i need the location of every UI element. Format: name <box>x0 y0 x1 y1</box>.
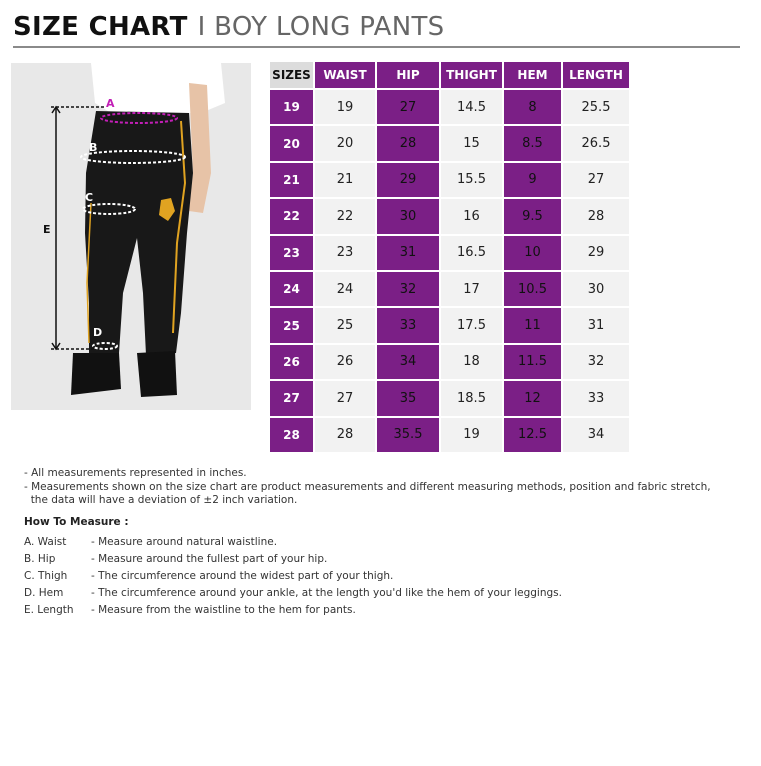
header-hip: HIP <box>377 62 439 88</box>
cell-waist: 19 <box>315 90 375 124</box>
measure-hem <box>24 584 562 601</box>
cell-hip: 33 <box>377 308 439 342</box>
how-to-measure-list <box>24 533 562 618</box>
cell-hem: 10.5 <box>504 272 561 306</box>
label-c: C <box>85 191 94 204</box>
cell-hip: 28 <box>377 126 439 160</box>
cell-hip: 35 <box>377 381 439 415</box>
cell-thigh: 15 <box>441 126 502 160</box>
cell-size: 26 <box>270 345 313 379</box>
cell-thigh: 14.5 <box>441 90 502 124</box>
cell-length: 25.5 <box>563 90 629 124</box>
cell-thigh: 16.5 <box>441 236 502 270</box>
header-sizes: SIZES <box>270 62 313 88</box>
measure-text: - Measure from the waistline to the hem for pants. <box>91 603 356 616</box>
cell-waist: 21 <box>315 163 375 197</box>
cell-hip: 30 <box>377 199 439 233</box>
cell-waist: 25 <box>315 308 375 342</box>
cell-hip: 31 <box>377 236 439 270</box>
cell-thigh: 18.5 <box>441 381 502 415</box>
measure-text: - Measure around natural waistline. <box>91 535 278 548</box>
note-deviation: - Measurements shown on the size chart are product measurements and different measuring methods, position and fabric stretch, the data will have a deviation of ±2 inch variation. <box>24 480 711 506</box>
cell-size: 28 <box>270 418 313 452</box>
cell-hip: 35.5 <box>377 418 439 452</box>
cell-size: 22 <box>270 199 313 233</box>
size-table <box>270 62 629 452</box>
cell-hip: 27 <box>377 90 439 124</box>
cell-length: 32 <box>563 345 629 379</box>
cell-length: 28 <box>563 199 629 233</box>
title-divider <box>13 46 740 48</box>
cell-hem: 10 <box>504 236 561 270</box>
measure-label: A. Waist <box>24 535 67 548</box>
cell-thigh: 17.5 <box>441 308 502 342</box>
cell-hem: 9 <box>504 163 561 197</box>
cell-hem: 11.5 <box>504 345 561 379</box>
cell-hem: 8 <box>504 90 561 124</box>
cell-length: 26.5 <box>563 126 629 160</box>
cell-hem: 11 <box>504 308 561 342</box>
header-thigh: THIGHT <box>441 62 502 88</box>
measure-label: B. Hip <box>24 552 56 565</box>
cell-thigh: 16 <box>441 199 502 233</box>
cell-waist: 23 <box>315 236 375 270</box>
measure-hip <box>24 550 562 567</box>
measure-label: D. Hem <box>24 586 64 599</box>
how-to-measure-heading: How To Measure : <box>24 516 129 528</box>
label-b: B <box>89 141 98 154</box>
cell-size: 24 <box>270 272 313 306</box>
cell-hem: 9.5 <box>504 199 561 233</box>
title-bold: SIZE CHART <box>13 12 188 42</box>
cell-size: 25 <box>270 308 313 342</box>
cell-length: 29 <box>563 236 629 270</box>
cell-hem: 8.5 <box>504 126 561 160</box>
cell-thigh: 15.5 <box>441 163 502 197</box>
measure-label: E. Length <box>24 603 74 616</box>
cell-waist: 26 <box>315 345 375 379</box>
measure-text: - Measure around the fullest part of your hip. <box>91 552 328 565</box>
measure-length <box>24 601 562 618</box>
cell-waist: 28 <box>315 418 375 452</box>
measure-label: C. Thigh <box>24 569 68 582</box>
measure-text: - The circumference around your ankle, at the length you'd like the hem of your leggings. <box>91 586 562 599</box>
label-e: E <box>43 223 51 236</box>
cell-hip: 29 <box>377 163 439 197</box>
cell-size: 21 <box>270 163 313 197</box>
cell-hem: 12.5 <box>504 418 561 452</box>
cell-size: 19 <box>270 90 313 124</box>
measure-waist <box>24 533 562 550</box>
cell-hem: 12 <box>504 381 561 415</box>
title-subtitle: I BOY LONG PANTS <box>197 12 445 42</box>
cell-waist: 20 <box>315 126 375 160</box>
product-photo <box>11 63 251 410</box>
notes <box>24 467 744 508</box>
note-units: - All measurements represented in inches. <box>24 467 247 479</box>
cell-length: 33 <box>563 381 629 415</box>
measure-text: - The circumference around the widest part of your thigh. <box>91 569 394 582</box>
cell-hip: 34 <box>377 345 439 379</box>
cell-waist: 27 <box>315 381 375 415</box>
cell-length: 31 <box>563 308 629 342</box>
page-title <box>13 12 444 46</box>
cell-size: 20 <box>270 126 313 160</box>
pants-illustration <box>11 63 251 410</box>
cell-waist: 22 <box>315 199 375 233</box>
cell-length: 34 <box>563 418 629 452</box>
cell-size: 23 <box>270 236 313 270</box>
cell-thigh: 19 <box>441 418 502 452</box>
cell-length: 27 <box>563 163 629 197</box>
measure-thigh <box>24 567 562 584</box>
label-d: D <box>93 326 103 339</box>
label-a: A <box>106 97 115 110</box>
cell-waist: 24 <box>315 272 375 306</box>
header-hem: HEM <box>504 62 561 88</box>
cell-size: 27 <box>270 381 313 415</box>
header-length: LENGTH <box>563 62 629 88</box>
header-waist: WAIST <box>315 62 375 88</box>
cell-hip: 32 <box>377 272 439 306</box>
cell-thigh: 18 <box>441 345 502 379</box>
cell-length: 30 <box>563 272 629 306</box>
cell-thigh: 17 <box>441 272 502 306</box>
